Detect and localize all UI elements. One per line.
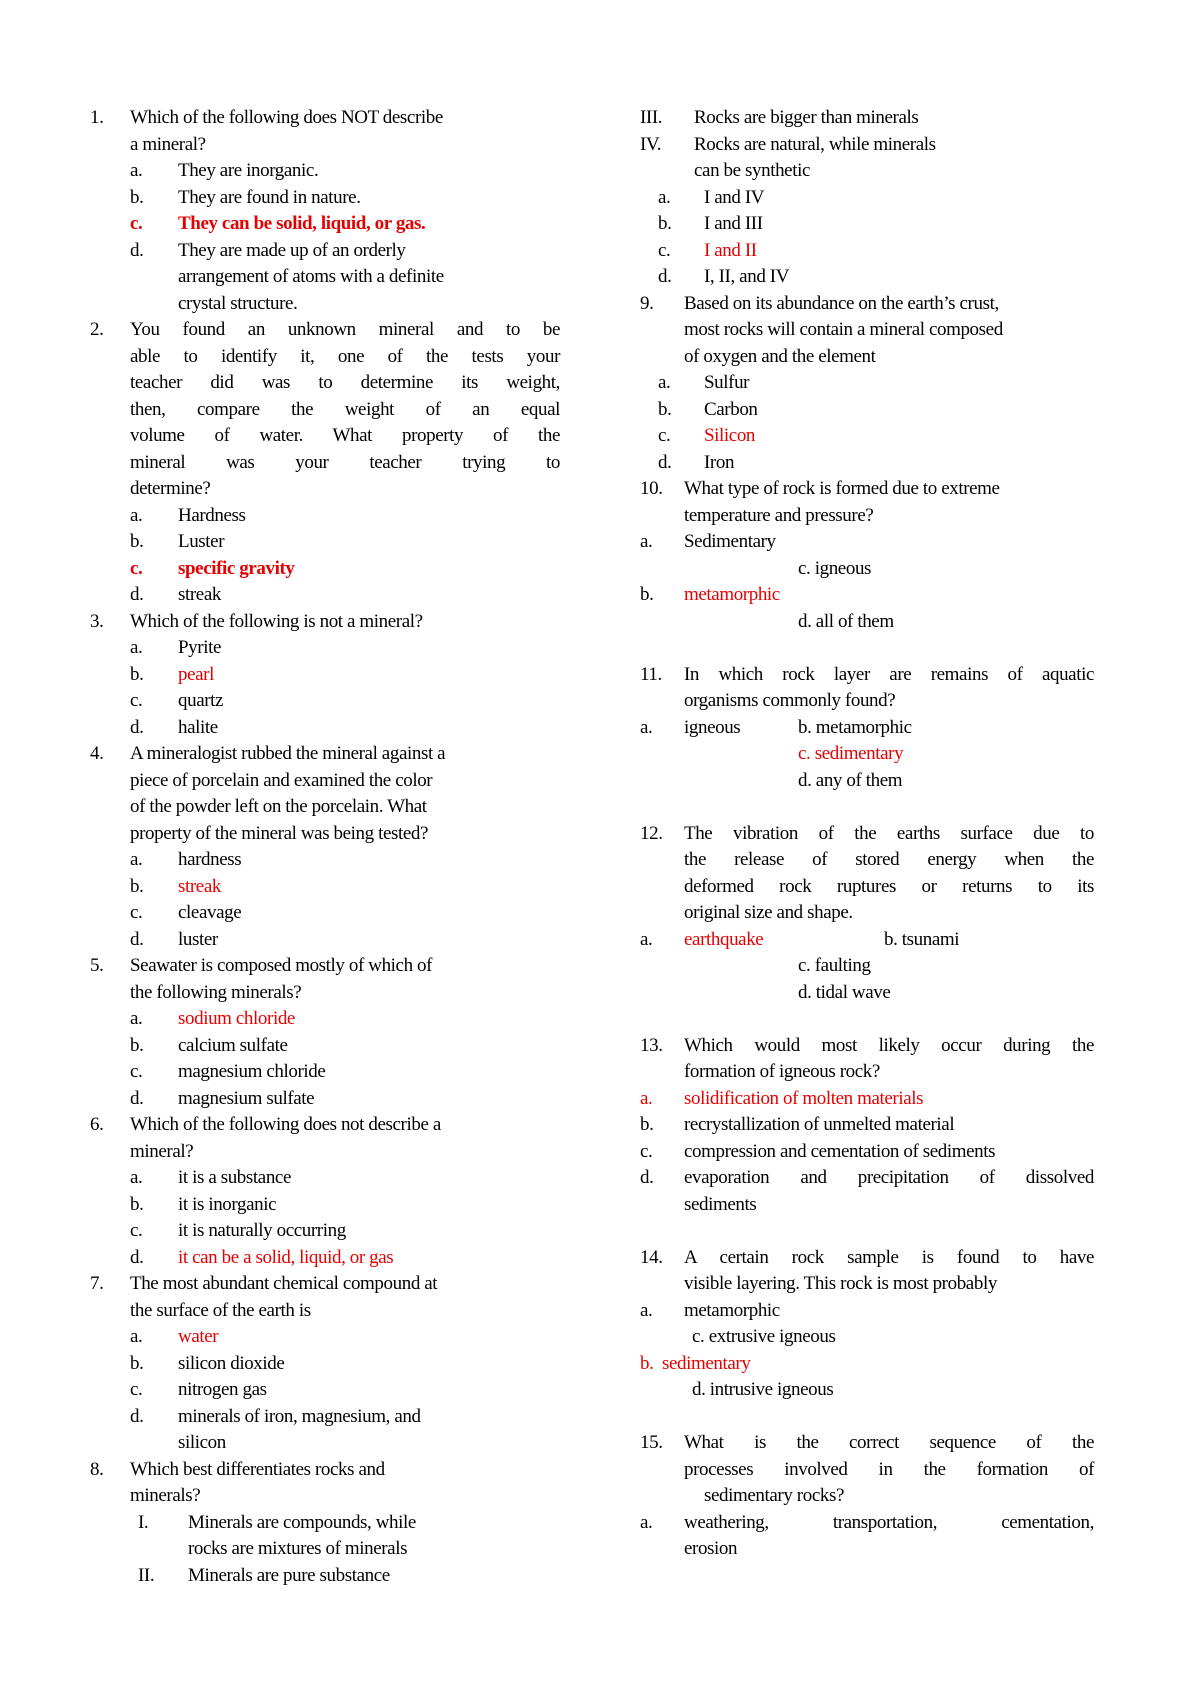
question-line bbox=[90, 741, 560, 768]
question-line bbox=[640, 715, 1098, 742]
question-line bbox=[90, 344, 560, 371]
item-text: rocks are mixtures of minerals bbox=[188, 1538, 408, 1559]
item-number: a. bbox=[640, 531, 653, 552]
item-text: Which would most likely occur during the bbox=[684, 1034, 1094, 1056]
item-text: Which best differentiates rocks and bbox=[130, 1458, 385, 1480]
answer-line bbox=[90, 211, 560, 238]
item-text: original size and shape. bbox=[684, 902, 853, 923]
question-line bbox=[640, 847, 1098, 874]
item-text: crystal structure. bbox=[178, 292, 298, 314]
question-line bbox=[640, 1059, 1098, 1086]
item-number: c. bbox=[130, 557, 143, 579]
question-line bbox=[640, 1457, 1098, 1484]
answer-line bbox=[90, 927, 560, 954]
question-line bbox=[640, 476, 1098, 503]
answer-line bbox=[640, 423, 1098, 450]
item-number: d. bbox=[130, 239, 144, 261]
answer-line bbox=[90, 1006, 560, 1033]
answer-line bbox=[90, 662, 560, 689]
item-number: b. bbox=[130, 1193, 144, 1215]
item-text: piece of porcelain and examined the color bbox=[130, 769, 433, 791]
answer-line bbox=[640, 132, 1098, 159]
item-text: volume of water. What property of the bbox=[130, 425, 560, 446]
item-text: property of the mineral was being tested? bbox=[130, 822, 429, 844]
answer-line bbox=[90, 1351, 560, 1378]
correct-answer-text: specific gravity bbox=[178, 557, 295, 579]
question-line bbox=[640, 1139, 1098, 1166]
answer-line bbox=[90, 1563, 560, 1590]
answer-line bbox=[90, 1086, 560, 1113]
item-text: formation of igneous rock? bbox=[684, 1061, 880, 1082]
item-text: cleavage bbox=[178, 902, 242, 923]
answer-line bbox=[90, 503, 560, 530]
question-line bbox=[640, 1510, 1098, 1537]
question-line bbox=[90, 476, 560, 503]
item-number: 15. bbox=[640, 1432, 663, 1453]
item-number: d. bbox=[640, 1167, 654, 1188]
item-text: halite bbox=[178, 716, 218, 738]
item-text: A mineralogist rubbed the mineral against a bbox=[130, 743, 446, 764]
item-text: I and IV bbox=[704, 186, 765, 208]
item-text: can be synthetic bbox=[694, 160, 810, 181]
item-text: minerals? bbox=[130, 1485, 201, 1506]
item-text: recrystallization of unmelted material bbox=[684, 1114, 955, 1135]
question-line bbox=[640, 1112, 1098, 1139]
item-text: magnesium sulfate bbox=[178, 1087, 315, 1109]
item-text: compression and cementation of sediments bbox=[684, 1140, 996, 1162]
question-line bbox=[90, 1271, 560, 1298]
answer-line bbox=[90, 1430, 560, 1457]
question-line bbox=[640, 1430, 1098, 1457]
item-number: 3. bbox=[90, 610, 104, 632]
item-number: 7. bbox=[90, 1273, 104, 1294]
item-text: processes involved in the formation of bbox=[684, 1458, 1094, 1480]
answer-line bbox=[640, 609, 1098, 636]
item-number: c. bbox=[130, 902, 143, 923]
item-text: minerals of iron, magnesium, and bbox=[178, 1405, 421, 1427]
question-line bbox=[640, 1165, 1098, 1192]
question-line bbox=[90, 317, 560, 344]
item-number: c. bbox=[130, 1379, 143, 1400]
item-number: 12. bbox=[640, 822, 663, 844]
answer-line bbox=[640, 238, 1098, 265]
item-text: a mineral? bbox=[130, 133, 206, 155]
item-number: a. bbox=[130, 1008, 143, 1029]
item-text: d. tidal wave bbox=[798, 981, 891, 1003]
answer-line bbox=[90, 900, 560, 927]
item-text: Seawater is composed mostly of which of bbox=[130, 955, 433, 976]
right-column bbox=[640, 105, 1098, 1563]
left-column bbox=[90, 105, 560, 1589]
question-line bbox=[90, 132, 560, 159]
item-text: Rocks are natural, while minerals bbox=[694, 133, 936, 155]
answer-line bbox=[90, 1377, 560, 1404]
item-text: sediments bbox=[684, 1193, 757, 1215]
answer-line bbox=[90, 556, 560, 583]
answer-line bbox=[640, 185, 1098, 212]
item-number: d. bbox=[130, 1087, 144, 1109]
item-text: igneous bbox=[684, 716, 741, 738]
correct-answer-text: Silicon bbox=[704, 425, 756, 446]
item-text: In which rock layer are remains of aquatic bbox=[684, 663, 1094, 685]
answer-line bbox=[90, 264, 560, 291]
answer-line bbox=[90, 1192, 560, 1219]
answer-line bbox=[90, 715, 560, 742]
item-text: erosion bbox=[684, 1538, 738, 1559]
question-line bbox=[90, 1139, 560, 1166]
correct-answer-text: streak bbox=[178, 875, 221, 897]
item-text: They are found in nature. bbox=[178, 186, 361, 208]
item-number: b. bbox=[640, 584, 654, 605]
item-text: Minerals are pure substance bbox=[188, 1564, 390, 1586]
answer-line bbox=[640, 450, 1098, 477]
item-text: sedimentary rocks? bbox=[704, 1485, 844, 1506]
question-line bbox=[640, 1536, 1098, 1563]
item-text: Luster bbox=[178, 531, 225, 552]
item-text: The most abundant chemical compound at bbox=[130, 1273, 438, 1294]
answer-line bbox=[640, 1377, 1098, 1404]
item-number: b. bbox=[130, 663, 144, 685]
item-number: IV. bbox=[640, 133, 662, 155]
correct-answer-text: pearl bbox=[178, 663, 214, 685]
answer-line bbox=[90, 529, 560, 556]
item-text: the surface of the earth is bbox=[130, 1299, 311, 1321]
item-number: d. bbox=[658, 266, 672, 287]
item-text: d. intrusive igneous bbox=[692, 1379, 834, 1400]
question-line bbox=[90, 370, 560, 397]
item-number: a. bbox=[640, 1299, 653, 1321]
question-line bbox=[90, 821, 560, 848]
item-number: c. bbox=[640, 1140, 653, 1162]
item-text: c. igneous bbox=[798, 557, 872, 579]
answer-line bbox=[90, 874, 560, 901]
spacer bbox=[640, 1218, 1098, 1245]
item-number: 10. bbox=[640, 478, 663, 499]
answer-line bbox=[90, 1165, 560, 1192]
answer-line bbox=[90, 1510, 560, 1537]
spacer bbox=[640, 794, 1098, 821]
item-text: it is naturally occurring bbox=[178, 1220, 346, 1241]
item-text: Sedimentary bbox=[684, 531, 776, 552]
answer-line bbox=[640, 211, 1098, 238]
item-text: Pyrite bbox=[178, 637, 221, 658]
item-number: d. bbox=[130, 1405, 144, 1427]
answer-line bbox=[90, 238, 560, 265]
item-text: it is inorganic bbox=[178, 1193, 277, 1215]
item-text: Which of the following does NOT describe bbox=[130, 107, 443, 128]
question-line bbox=[90, 450, 560, 477]
item-number: I. bbox=[138, 1511, 149, 1533]
question-line bbox=[640, 821, 1098, 848]
question-line bbox=[640, 344, 1098, 371]
item-text: silicon bbox=[178, 1432, 226, 1453]
item-number: a. bbox=[130, 1167, 143, 1188]
item-text: then, compare the weight of an equal bbox=[130, 398, 560, 420]
answer-line bbox=[90, 847, 560, 874]
answer-line bbox=[640, 953, 1098, 980]
item-text: c. extrusive igneous bbox=[692, 1326, 836, 1347]
item-text: You found an unknown mineral and to be bbox=[130, 319, 560, 340]
answer-line bbox=[640, 1351, 1098, 1378]
item-number: a. bbox=[640, 928, 653, 950]
item-number: c. bbox=[658, 239, 671, 261]
item-text: I, II, and IV bbox=[704, 266, 790, 287]
item-number: 1. bbox=[90, 107, 104, 128]
item-number: b. bbox=[640, 1114, 654, 1135]
spacer bbox=[640, 635, 1098, 662]
question-line bbox=[90, 980, 560, 1007]
question-line bbox=[640, 1033, 1098, 1060]
item-text: deformed rock ruptures or returns to its bbox=[684, 875, 1094, 897]
question-line bbox=[640, 900, 1098, 927]
item-text: most rocks will contain a mineral composed bbox=[684, 319, 1003, 340]
question-line bbox=[640, 874, 1098, 901]
item-number: a. bbox=[130, 504, 143, 526]
item-text: What type of rock is formed due to extreme bbox=[684, 478, 1000, 499]
inline-option-text: b. tsunami bbox=[884, 928, 960, 950]
item-text: Rocks are bigger than minerals bbox=[694, 107, 919, 128]
item-text: d. any of them bbox=[798, 769, 903, 791]
item-number: 11. bbox=[640, 663, 662, 685]
item-number: b. bbox=[130, 531, 144, 552]
item-number: a. bbox=[640, 716, 653, 738]
item-number: a. bbox=[640, 1511, 653, 1533]
question-line bbox=[90, 1483, 560, 1510]
item-text: Carbon bbox=[704, 398, 758, 420]
item-number: 14. bbox=[640, 1246, 663, 1268]
answer-line bbox=[640, 264, 1098, 291]
item-number: a. bbox=[130, 849, 143, 870]
item-text: it is a substance bbox=[178, 1167, 291, 1188]
item-text: What is the correct sequence of the bbox=[684, 1432, 1094, 1453]
item-text: evaporation and precipitation of dissolved bbox=[684, 1167, 1094, 1188]
question-line bbox=[90, 768, 560, 795]
question-line bbox=[640, 927, 1098, 954]
answer-line bbox=[640, 1324, 1098, 1351]
item-number: c. bbox=[130, 213, 143, 234]
item-text: They are made up of an orderly bbox=[178, 239, 406, 261]
answer-line bbox=[90, 582, 560, 609]
item-number: 13. bbox=[640, 1034, 663, 1056]
item-number: 4. bbox=[90, 743, 104, 764]
item-text: teacher did was to determine its weight, bbox=[130, 372, 560, 393]
item-number: d. bbox=[130, 584, 144, 605]
spacer bbox=[640, 1404, 1098, 1431]
item-text: Which of the following is not a mineral? bbox=[130, 610, 423, 632]
question-line bbox=[90, 397, 560, 424]
item-text: Sulfur bbox=[704, 372, 750, 393]
item-number: d. bbox=[130, 928, 144, 950]
question-line bbox=[640, 1271, 1098, 1298]
correct-answer-text: it can be a solid, liquid, or gas bbox=[178, 1246, 394, 1268]
question-line bbox=[640, 1298, 1098, 1325]
question-line bbox=[640, 662, 1098, 689]
item-text: mineral? bbox=[130, 1140, 194, 1162]
correct-answer-text: metamorphic bbox=[684, 584, 780, 605]
answer-line bbox=[640, 556, 1098, 583]
answer-line bbox=[90, 1033, 560, 1060]
item-text: c. faulting bbox=[798, 955, 871, 976]
spacer bbox=[640, 1006, 1098, 1033]
item-number: b. bbox=[130, 1034, 144, 1056]
answer-line bbox=[640, 397, 1098, 424]
question-line bbox=[640, 317, 1098, 344]
item-number: b. bbox=[130, 1352, 144, 1374]
answer-line bbox=[90, 688, 560, 715]
item-number: c. bbox=[658, 425, 671, 446]
item-text: Iron bbox=[704, 451, 735, 473]
question-line bbox=[90, 953, 560, 980]
item-number: b. bbox=[130, 875, 144, 897]
question-line bbox=[640, 582, 1098, 609]
item-number: c. bbox=[130, 690, 143, 711]
item-text: temperature and pressure? bbox=[684, 504, 874, 526]
question-line bbox=[640, 688, 1098, 715]
item-text: the release of stored energy when the bbox=[684, 849, 1094, 870]
item-number: d. bbox=[130, 716, 144, 738]
item-number: 8. bbox=[90, 1458, 104, 1480]
item-number: 9. bbox=[640, 292, 654, 314]
item-text: d. all of them bbox=[798, 610, 894, 632]
item-text: the following minerals? bbox=[130, 981, 302, 1003]
answer-line bbox=[640, 980, 1098, 1007]
item-number: d. bbox=[658, 451, 672, 473]
correct-answer-text: earthquake bbox=[684, 928, 764, 950]
answer-line bbox=[90, 1218, 560, 1245]
item-number: a. bbox=[658, 186, 671, 208]
item-text: luster bbox=[178, 928, 218, 950]
item-text: calcium sulfate bbox=[178, 1034, 288, 1056]
item-text: I and III bbox=[704, 213, 763, 234]
item-number: II. bbox=[138, 1564, 155, 1586]
answer-line bbox=[90, 185, 560, 212]
item-number: a. bbox=[130, 637, 143, 658]
question-line bbox=[90, 609, 560, 636]
item-text: of the powder left on the porcelain. What bbox=[130, 796, 427, 817]
correct-answer-text: They can be solid, liquid, or gas. bbox=[178, 213, 426, 234]
question-line bbox=[640, 1245, 1098, 1272]
item-number: a. bbox=[658, 372, 671, 393]
item-text: metamorphic bbox=[684, 1299, 780, 1321]
question-line bbox=[90, 423, 560, 450]
correct-answer-text: sodium chloride bbox=[178, 1008, 295, 1029]
item-text: quartz bbox=[178, 690, 224, 711]
item-text: magnesium chloride bbox=[178, 1061, 326, 1082]
item-text: Which of the following does not describe a bbox=[130, 1114, 441, 1135]
correct-answer-text: solidification of molten materials bbox=[684, 1087, 924, 1109]
answer-line bbox=[640, 741, 1098, 768]
correct-answer-text: water bbox=[178, 1326, 219, 1347]
item-number: b. bbox=[640, 1352, 654, 1374]
answer-line bbox=[640, 768, 1098, 795]
item-text: Hardness bbox=[178, 504, 246, 526]
question-line bbox=[640, 503, 1098, 530]
answer-line bbox=[640, 158, 1098, 185]
answer-line bbox=[90, 1245, 560, 1272]
answer-line bbox=[90, 635, 560, 662]
item-text: determine? bbox=[130, 478, 211, 499]
item-number: a. bbox=[130, 160, 143, 181]
item-text: weathering, transportation, cementation, bbox=[684, 1511, 1094, 1533]
item-text: of oxygen and the element bbox=[684, 345, 876, 367]
item-text: organisms commonly found? bbox=[684, 690, 896, 711]
question-line bbox=[90, 794, 560, 821]
item-text: Minerals are compounds, while bbox=[188, 1511, 416, 1533]
question-line bbox=[640, 1086, 1098, 1113]
item-number: d. bbox=[130, 1246, 144, 1268]
item-number: b. bbox=[130, 186, 144, 208]
correct-answer-text: I and II bbox=[704, 239, 757, 261]
item-number: a. bbox=[640, 1087, 653, 1109]
answer-line bbox=[640, 105, 1098, 132]
item-text: silicon dioxide bbox=[178, 1352, 285, 1374]
item-text: They are inorganic. bbox=[178, 160, 319, 181]
answer-line bbox=[90, 1324, 560, 1351]
question-line bbox=[90, 1457, 560, 1484]
item-text: able to identify it, one of the tests your bbox=[130, 345, 560, 367]
item-text: hardness bbox=[178, 849, 242, 870]
item-text: visible layering. This rock is most probably bbox=[684, 1273, 997, 1294]
question-line bbox=[90, 1112, 560, 1139]
item-number: 6. bbox=[90, 1114, 104, 1135]
answer-line bbox=[640, 370, 1098, 397]
answer-line bbox=[640, 1483, 1098, 1510]
question-line bbox=[90, 105, 560, 132]
question-line bbox=[640, 1192, 1098, 1219]
item-number: c. bbox=[130, 1061, 143, 1082]
item-number: III. bbox=[640, 107, 663, 128]
item-number: a. bbox=[130, 1326, 143, 1347]
answer-line bbox=[90, 291, 560, 318]
item-text: A certain rock sample is found to have bbox=[684, 1246, 1094, 1268]
item-text: mineral was your teacher trying to bbox=[130, 451, 560, 473]
answer-line bbox=[90, 158, 560, 185]
answer-line bbox=[90, 1059, 560, 1086]
item-number: b. bbox=[658, 213, 672, 234]
correct-answer-text: sedimentary bbox=[662, 1352, 751, 1374]
question-line bbox=[640, 291, 1098, 318]
question-line bbox=[640, 529, 1098, 556]
item-text: The vibration of the earths surface due to bbox=[684, 822, 1094, 844]
inline-option-text: b. metamorphic bbox=[798, 716, 912, 738]
item-text: Based on its abundance on the earth’s crust, bbox=[684, 292, 999, 314]
answer-line bbox=[90, 1404, 560, 1431]
question-line bbox=[90, 1298, 560, 1325]
item-text: nitrogen gas bbox=[178, 1379, 267, 1400]
item-number: b. bbox=[658, 398, 672, 420]
answer-line bbox=[90, 1536, 560, 1563]
item-text: arrangement of atoms with a definite bbox=[178, 266, 444, 287]
item-number: 5. bbox=[90, 955, 104, 976]
item-text: streak bbox=[178, 584, 221, 605]
correct-answer-text: c. sedimentary bbox=[798, 743, 904, 764]
item-number: c. bbox=[130, 1220, 143, 1241]
item-number: 2. bbox=[90, 319, 104, 340]
